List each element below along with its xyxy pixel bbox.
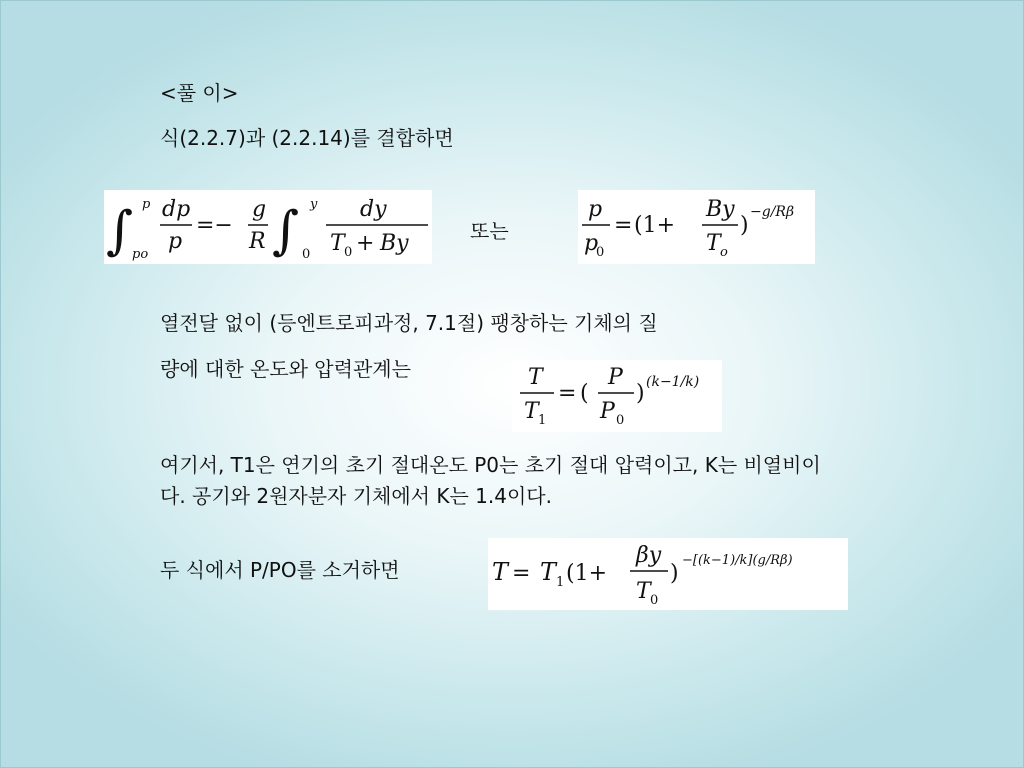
svg-text:1: 1 xyxy=(556,575,565,590)
svg-text:0: 0 xyxy=(596,245,605,260)
svg-text:By: By xyxy=(380,231,409,256)
or-word: 또는 xyxy=(470,219,509,243)
equation-integral xyxy=(104,190,432,264)
equation-temperature-ratio xyxy=(512,360,722,432)
svg-text:−[(k−1)/k](g/Rβ): −[(k−1)/k](g/Rβ) xyxy=(682,553,793,568)
svg-text:): ) xyxy=(670,561,679,586)
definition-paragraph: 여기서, T1은 연기의 초기 절대온도 P0는 초기 절대 압력이고, K는 비열비이다. 공기와 2원자분자 기체에서 K는 1.4이다. xyxy=(160,453,821,508)
svg-text:): ) xyxy=(636,381,645,406)
svg-text:0: 0 xyxy=(344,245,353,260)
solution-heading: <풀 이> xyxy=(160,81,239,105)
svg-text:βy: βy xyxy=(636,543,662,568)
equation-final-temperature xyxy=(488,538,848,610)
svg-text:P: P xyxy=(608,365,623,390)
svg-text:P: P xyxy=(600,399,615,424)
paragraph-line2: 량에 대한 온도와 압력관계는 xyxy=(160,357,411,381)
svg-text:p: p xyxy=(588,197,603,222)
svg-text:): ) xyxy=(740,213,749,238)
svg-text:T: T xyxy=(706,231,721,256)
svg-text:=: = xyxy=(512,561,531,586)
paragraph-line1: 열전달 없이 (등엔트로피과정, 7.1절) 팽창하는 기체의 질 xyxy=(160,311,658,335)
svg-text:0: 0 xyxy=(302,247,311,262)
svg-text:(k−1/k): (k−1/k) xyxy=(646,374,700,390)
svg-text:∫: ∫ xyxy=(106,201,134,261)
svg-text:0: 0 xyxy=(616,413,625,428)
svg-text:p: p xyxy=(168,229,183,254)
elimination-text: 두 식에서 P/PO를 소거하면 xyxy=(160,558,400,582)
svg-text:dy: dy xyxy=(360,197,387,222)
svg-text:T: T xyxy=(636,579,651,604)
svg-text:y: y xyxy=(310,197,318,212)
svg-text:∫: ∫ xyxy=(272,201,300,261)
intro-text: 식(2.2.7)과 (2.2.14)를 결합하면 xyxy=(160,126,454,150)
svg-text:By: By xyxy=(706,197,735,222)
svg-text:T: T xyxy=(528,365,543,390)
svg-text:T: T xyxy=(524,399,539,424)
svg-text:po: po xyxy=(132,247,149,262)
svg-text:(1+: (1+ xyxy=(566,561,608,586)
svg-text:=−: =− xyxy=(196,213,233,238)
svg-text:=: = xyxy=(614,213,633,238)
svg-text:p: p xyxy=(584,231,599,256)
svg-text:dp: dp xyxy=(162,197,191,222)
svg-text:R: R xyxy=(249,229,266,254)
svg-text:+: + xyxy=(356,231,375,256)
svg-text:T: T xyxy=(492,558,509,586)
svg-text:p: p xyxy=(142,197,151,212)
svg-text:=: = xyxy=(558,381,577,406)
svg-text:o: o xyxy=(720,245,728,260)
svg-text:(1+: (1+ xyxy=(634,213,676,238)
svg-text:T: T xyxy=(540,558,557,586)
svg-text:T: T xyxy=(330,231,345,256)
svg-text:−g/Rβ: −g/Rβ xyxy=(750,204,795,220)
svg-text:(: ( xyxy=(580,381,589,406)
svg-text:g: g xyxy=(252,197,267,222)
equation-pressure-ratio xyxy=(578,190,815,264)
svg-text:0: 0 xyxy=(650,593,659,608)
svg-text:1: 1 xyxy=(538,413,547,428)
